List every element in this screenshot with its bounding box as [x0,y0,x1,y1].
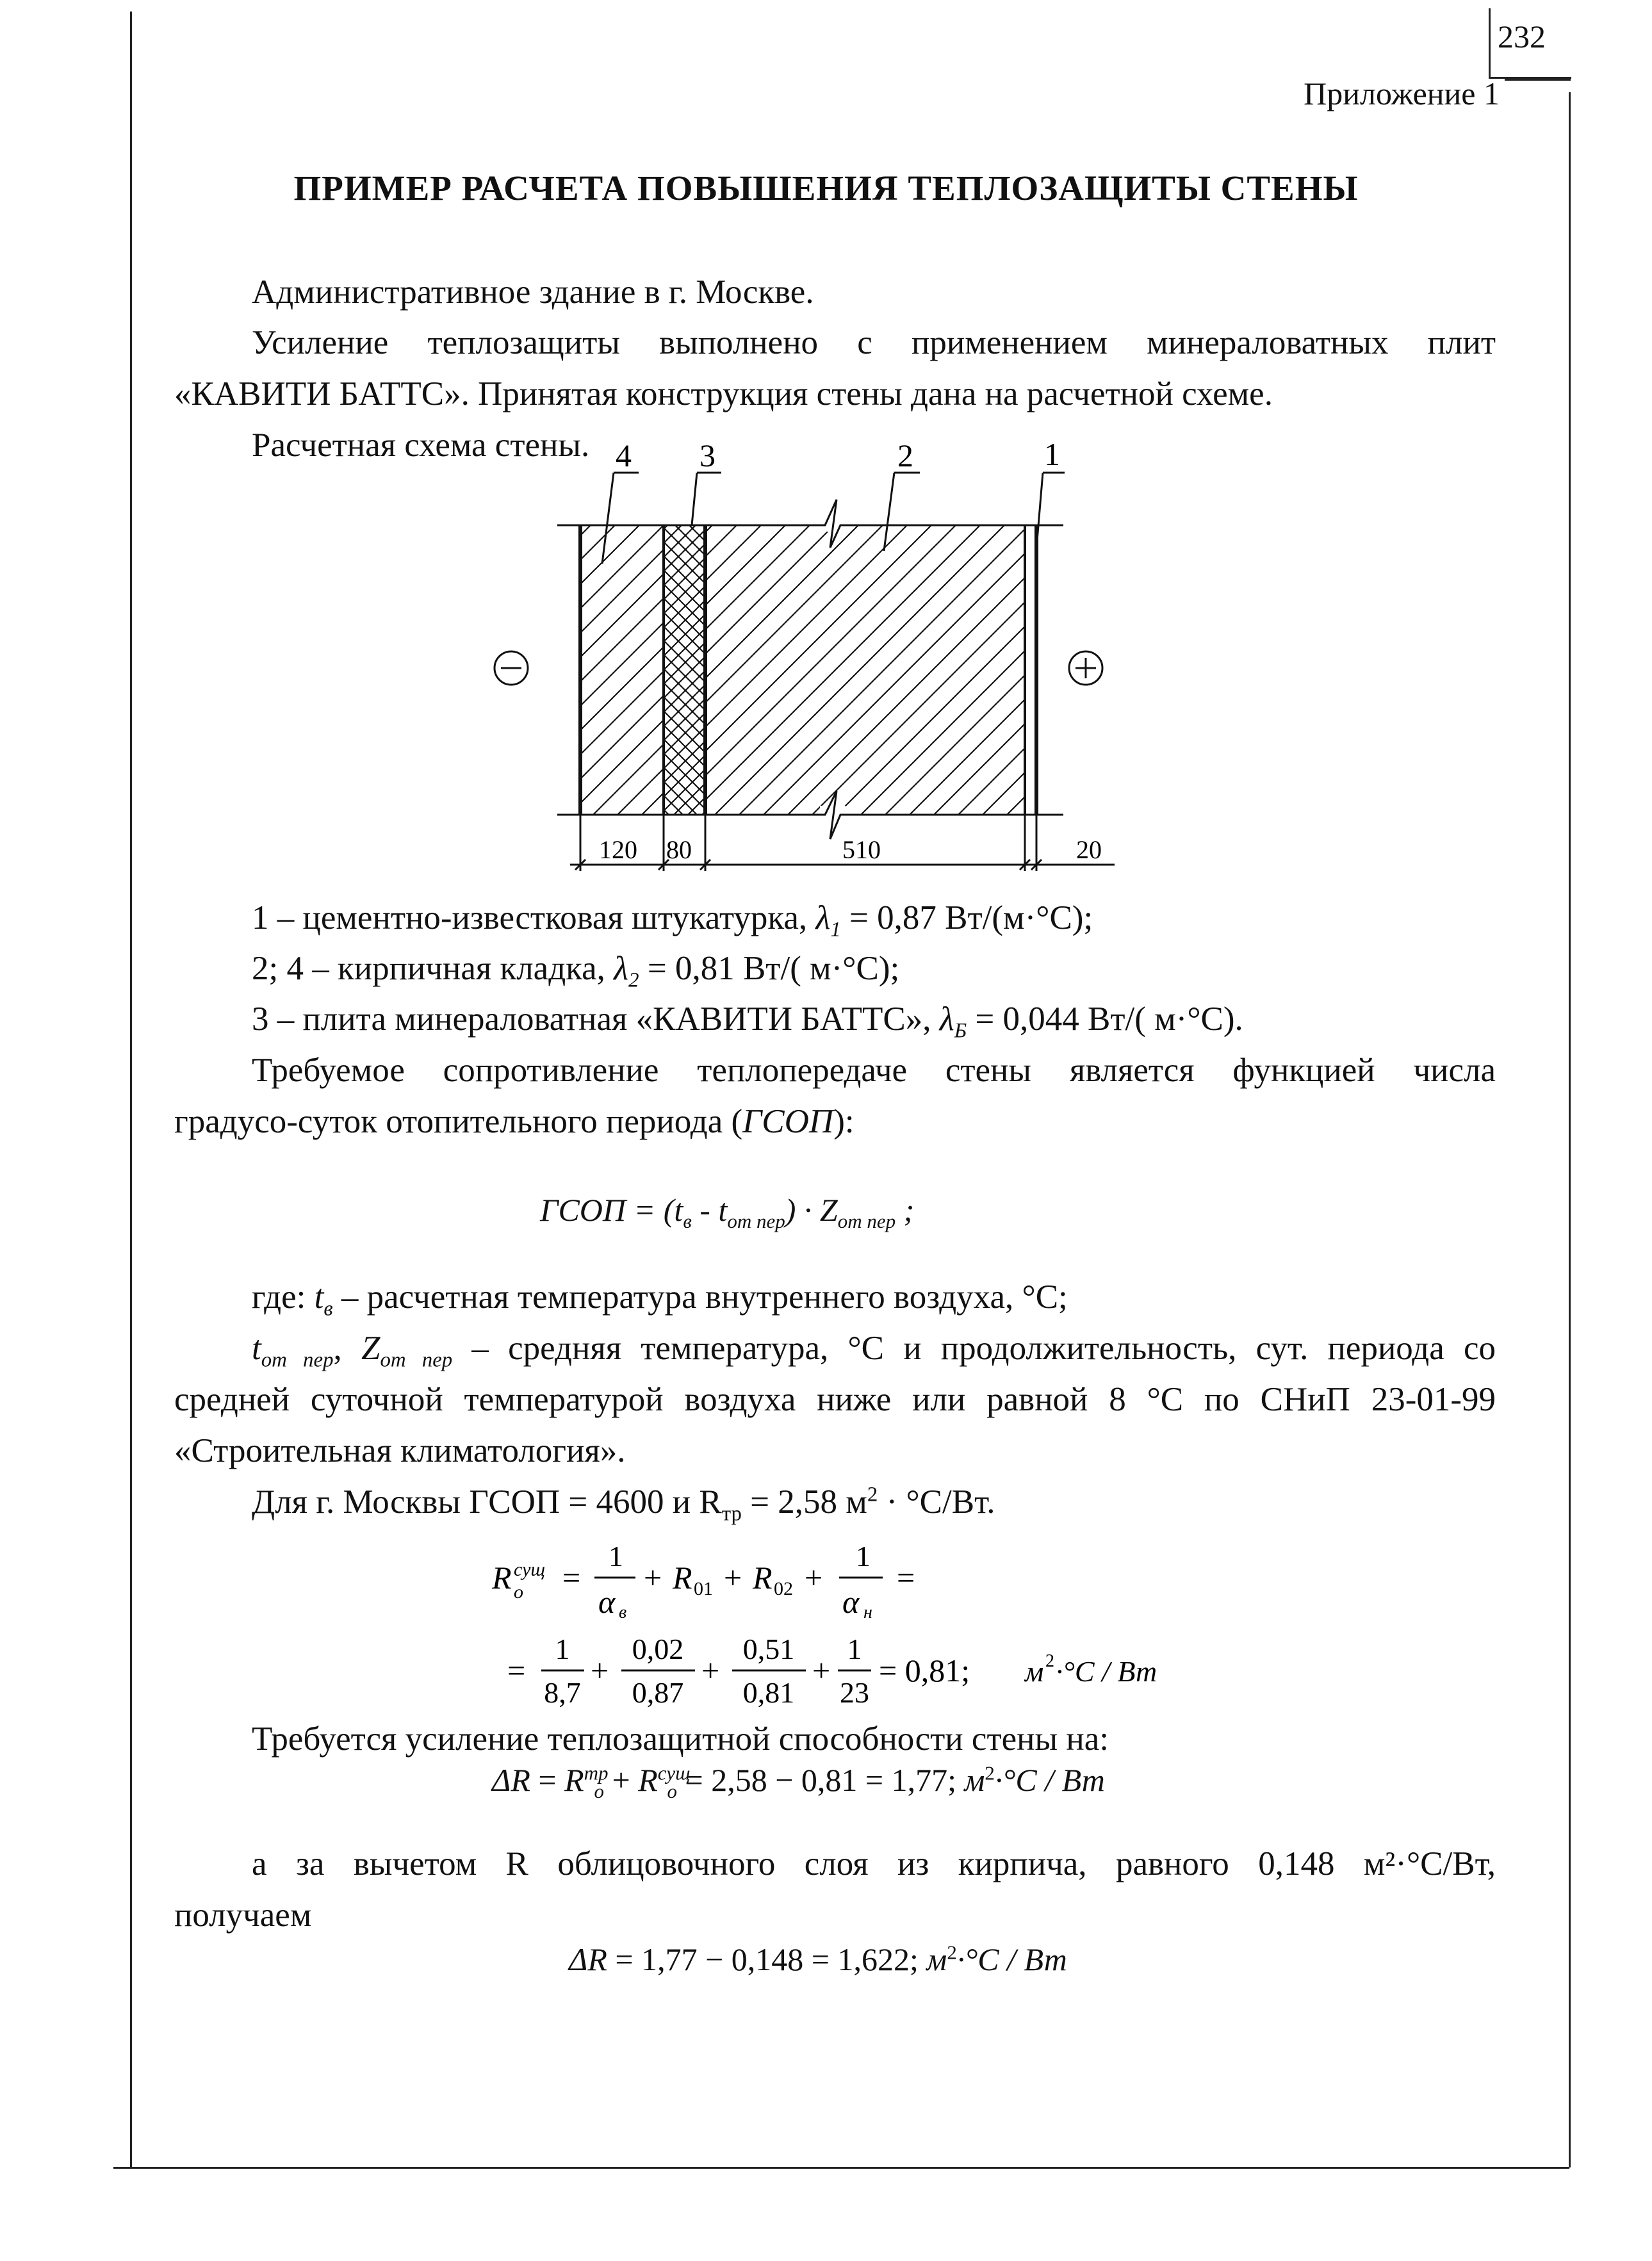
dimension-510: 510 [842,835,881,864]
layer-label-4: 4 [616,437,632,473]
layer-3-mineral-wool [664,525,705,815]
r01-symbol: R [673,1560,692,1596]
page-number-rule [1505,79,1571,81]
alpha-out-subscript: н [863,1603,872,1622]
alpha-in-subscript: в [619,1603,627,1622]
moscow-values: Для г. Москвы ГСОП = 4600 и $R_{тр} = 2,58$ $м^2 \cdot ^\circ С/Вт$. [252,1483,995,1526]
fraction-numerator: 1 [856,1540,871,1572]
inside-plus-symbol [1069,651,1102,685]
plus-sign: + [701,1653,720,1688]
unit-superscript: 2 [1045,1651,1054,1671]
svg-text:1: 1 [555,1633,570,1665]
page-border-bottom [113,2167,1569,2169]
wall-scheme-diagram [474,423,1115,890]
layer-2-brick-masonry [705,525,1025,815]
alpha-symbol: α [842,1584,860,1620]
gsop-formula: ГСОП = $(t_в - t_{от пер}) \cdot Z_{от пер}$ ; [540,1192,915,1232]
unit-rest: ·°С / Вт [1056,1655,1157,1688]
equals-sign: = [507,1653,526,1688]
fraction-1-8-7 [541,1633,584,1709]
equals-sign: = [562,1560,581,1596]
r-existing-formula [448,1537,1217,1729]
svg-text:0,87: 0,87 [632,1676,684,1709]
intro-paragraph-2-line1: Усиление теплозащиты выполнено с применением минераловатных плит [252,324,1496,361]
fraction-0-02-0-87 [621,1633,695,1709]
plus-sign: + [805,1560,823,1596]
r02-subscript: 02 [774,1578,793,1599]
page-border-right [1569,92,1571,2167]
svg-text:0,02: 0,02 [632,1633,684,1665]
material-3-mineral-wool: 3 – плита минераловатная «КАВИТИ БАТТС», $\lambda_Б = 0,044$ Вт/( м·°С). [252,1000,1243,1043]
plus-sign: + [644,1560,662,1596]
page-border-left [130,12,132,2167]
delta-r-formula: $\Delta R = R^{тр}_о + R^{сущ}_о = 2,58 - 0,81 = 1,77$; $м^2\cdot^\circ С$ / Вт [492,1761,1105,1802]
where-t-z-line3: «Строительная климатология». [174,1432,626,1469]
svg-text:8,7: 8,7 [544,1676,581,1709]
dimension-20: 20 [1076,835,1102,864]
scheme-caption: Расчетная схема стены. [252,427,590,464]
alpha-symbol: α [598,1584,616,1620]
svg-text:1: 1 [847,1633,862,1665]
deduction-line-2: получаем [174,1897,312,1934]
layer-label-1: 1 [1044,436,1060,472]
deduction-line-1: а за вычетом R облицовочного слоя из кирпича, равного 0,148 м²·°С/Вт, [252,1845,1496,1882]
r-subscript: о [514,1581,523,1603]
material-1-plaster: 1 – цементно-известковая штукатурка, $\lambda_1 = 0,87$ Вт/(м·°С); [252,899,1093,942]
page-title: ПРИМЕР РАСЧЕТА ПОВЫШЕНИЯ ТЕПЛОЗАЩИТЫ СТЕНЫ [293,168,1359,208]
plus-sign: + [591,1653,609,1688]
equals-sign: = [897,1560,915,1596]
r02-symbol: R [753,1560,773,1596]
where-t-z-line2: средней суточной температурой воздуха ниже или равной 8 °С по СНиП 23-01-99 [174,1381,1496,1418]
svg-text:23: 23 [840,1676,869,1709]
unit-m: м [1025,1655,1044,1688]
appendix-label: Приложение 1 [1304,76,1500,111]
dimension-80: 80 [666,835,692,864]
layer-4-brick-facing [580,525,664,815]
requirement-line-2: градусо-суток отопительного периода (ГСОП): [174,1103,855,1140]
layer-label-3: 3 [699,437,716,473]
fraction-0-51-0-81 [732,1633,806,1709]
layer-label-2: 2 [897,437,913,473]
plus-sign: + [812,1653,831,1688]
page-number: 232 [1498,19,1546,54]
where-t-z-line1: $t_{от пер}$, $Z_{от пер}$ – средняя температура, °С и продолжительность, сут. периода со [252,1330,1496,1372]
svg-text:0,51: 0,51 [742,1633,795,1665]
material-2-4-brick: 2; 4 – кирпичная кладка, $\lambda_2 = 0,81$ Вт/( м·°С); [252,950,900,992]
increase-text: Требуется усиление теплозащитной способности стены на: [252,1720,1109,1758]
r-existing-result: = 0,81; [879,1653,970,1688]
intro-paragraph-2-line2: «КАВИТИ БАТТС». Принятая конструкция стены дана на расчетной схеме. [174,375,1273,412]
intro-paragraph-1: Административное здание в г. Москве. [252,273,814,311]
r01-subscript: 01 [694,1578,713,1599]
svg-text:0,81: 0,81 [742,1676,795,1709]
fraction-numerator: 1 [609,1540,623,1572]
where-t-in: где: $t_в$ – расчетная температура внутреннего воздуха, °С; [252,1278,1068,1321]
dimension-120: 120 [599,835,637,864]
plus-sign: + [724,1560,742,1596]
r-symbol: R [492,1560,512,1596]
outside-minus-symbol [495,651,528,685]
delta-r-final-formula: ΔR = 1,77 − 0,148 = 1,622; $м^2\cdot^\circ С$ / Вт [569,1941,1067,1977]
requirement-line-1: Требуемое сопротивление теплопередаче стены является функцией числа [252,1052,1496,1089]
r-superscript: сущ [514,1559,546,1580]
fraction-1-23 [838,1633,871,1709]
